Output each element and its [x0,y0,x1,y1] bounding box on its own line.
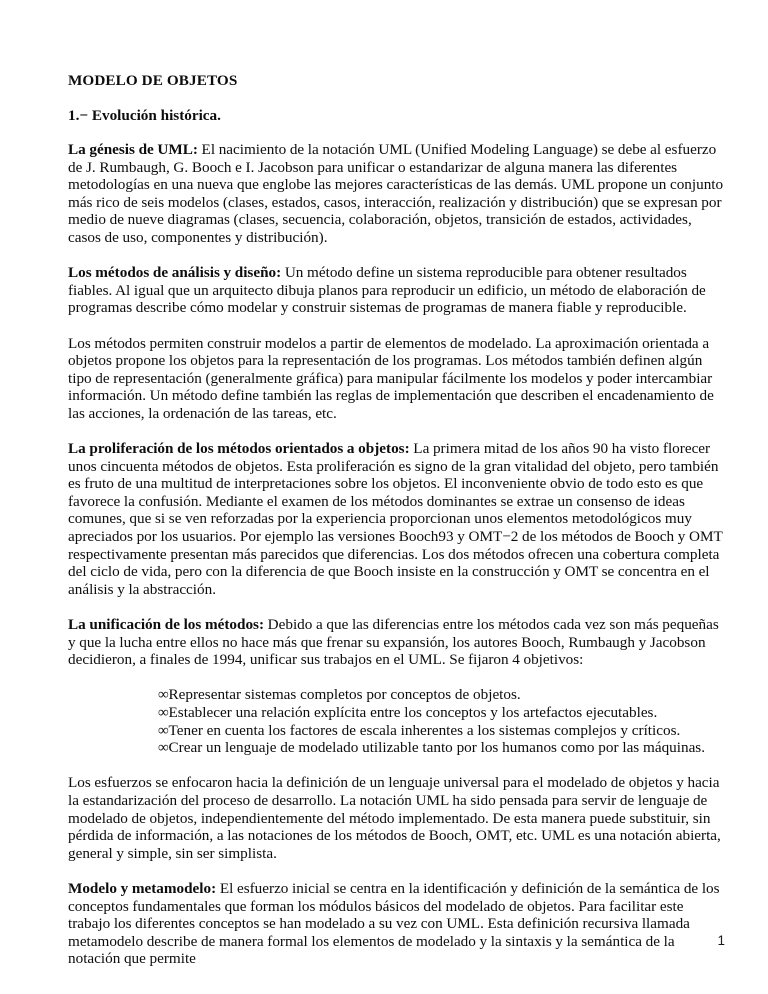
paragraph-text: Los esfuerzos se enfocaron hacia la definición de un lenguaje universal para el modelado de objetos y hacia la estandarización del proceso de desarrollo. La notación UML ha sido pensada para servir de lenguaje de modelado de objetos, independientemente del método implementado. De esta manera puede substituir, sin pérdida de información, a las notaciones de los métodos de Booch, OMT, etc. UML es una notación abierta, general y simple, sin ser simplista. [68,774,721,862]
paragraph-text: Un método define un sistema reproducible para obtener resultados fiables. Al igual que un arquitecto dibuja planos para reproducir un edificio, un método de elaboración de programas describe cómo modelar y construir sistemas de programas de manera fiable y reproducible. [68,264,706,317]
paragraph-proliferacion-metodos [68,440,728,598]
objectives-list [68,686,728,756]
paragraph-lead: La proliferación de los métodos orientados a objetos: [68,440,410,458]
infinity-bullet-icon: ∞ [158,721,169,739]
paragraph-lead: Los métodos de análisis y diseño: [68,264,282,282]
page-title: MODELO DE OBJETOS [68,72,238,89]
page-number: 1 [717,933,725,948]
list-item [158,722,728,740]
list-item-label: Crear un lenguaje de modelado utilizable tanto por los humanos como por las máquinas. [168,739,706,757]
paragraph-text: La primera mitad de los años 90 ha visto florecer unos cincuenta métodos de objetos. Esta proliferación es signo de la gran vitalidad del objeto, pero también es fruto de una multitud de interpretaciones sobre los objetos. El inconveniente obvio de todo esto es que favorece la confusión. Mediante el examen de los métodos dominantes se extrae un consenso de ideas comunes, que si se ven reforzadas por la experiencia proporcionan unos elementos metodológicos muy apreciados por los usuarios. Por ejemplo las versiones Booch93 y OMT−2 de los métodos de Booch y OMT respectivamente presentan más parecidos que diferencias. Los dos métodos ofrecen una cobertura completa del ciclo de vida, pero con la diferencia de que Booch insiste en la construcción y OMT se concentra en el análisis y la abstracción. [68,440,723,598]
paragraph-lead: Modelo y metamodelo: [68,879,217,897]
list-item [158,686,728,704]
list-item [158,704,728,722]
section-heading-1: 1.− Evolución histórica. [68,106,221,124]
infinity-bullet-icon: ∞ [158,739,169,757]
list-item-label: Tener en cuenta los factores de escala inherentes a los sistemas complejos y críticos. [168,721,681,739]
infinity-bullet-icon: ∞ [158,686,169,704]
paragraph-unificacion-metodos [68,616,728,669]
paragraph-modelo-metamodelo [68,880,728,968]
paragraph-text: Los métodos permiten construir modelos a partir de elementos de modelado. La aproximación orientada a objetos propone los objetos para la representación de los programas. Los métodos también definen algún tipo de representación (generalmente gráfica) para manipular fácilmente los modelos y poder intercambiar información. Un método define también las reglas de implementación que describen el encadenamiento de las acciones, la ordenación de las tareas, etc. [68,334,714,422]
paragraph-text: Debido a que las diferencias entre los métodos cada vez son más pequeñas y que la lucha entre ellos no hace más que frenar su expansión, los autores Booch, Rumbaugh y Jacobson decidieron, a finales de 1994, unificar sus trabajos en el UML. Se fijaron 4 objetivos: [68,616,719,669]
paragraph-text: El esfuerzo inicial se centra en la identificación y definición de la semántica de los conceptos fundamentales que forman los módulos básicos del modelado de objetos. Para facilitar este trabajo los diferentes conceptos se han modelado a su vez con UML. Esta definición recursiva llamada metamodelo describe de manera formal los elementos de modelado y la sintaxis y la semántica de la notación que permite [68,879,720,968]
paragraph-esfuerzos-lenguaje-universal [68,774,728,862]
document-body [68,72,728,968]
paragraph-genesis-uml [68,141,728,247]
paragraph-lead: La unificación de los métodos: [68,616,264,634]
list-item [158,739,728,757]
paragraph-lead: La génesis de UML: [68,141,198,158]
paragraph-metodos-analisis-diseno [68,264,728,317]
list-item-label: Establecer una relación explícita entre los conceptos y los artefactos ejecutables. [168,704,658,721]
paragraph-metodos-modelado [68,335,728,423]
list-item-label: Representar sistemas completos por conceptos de objetos. [168,686,521,704]
paragraph-text: El nacimiento de la notación UML (Unified Modeling Language) se debe al esfuerzo de J. Rumbaugh, G. Booch e I. Jacobson para unificar o estandarizar de alguna manera las diferentes metodologías en una nueva que englobe las mejores características de las demás. UML propone un conjunto más rico de seis modelos (clases, estados, casos, interacción, realización y distribución) que se expresan por medio de nueve diagramas (clases, secuencia, colaboración, objetos, transición de estados, actividades, casos de uso, componentes y distribución). [68,141,724,246]
infinity-bullet-icon: ∞ [158,704,169,721]
